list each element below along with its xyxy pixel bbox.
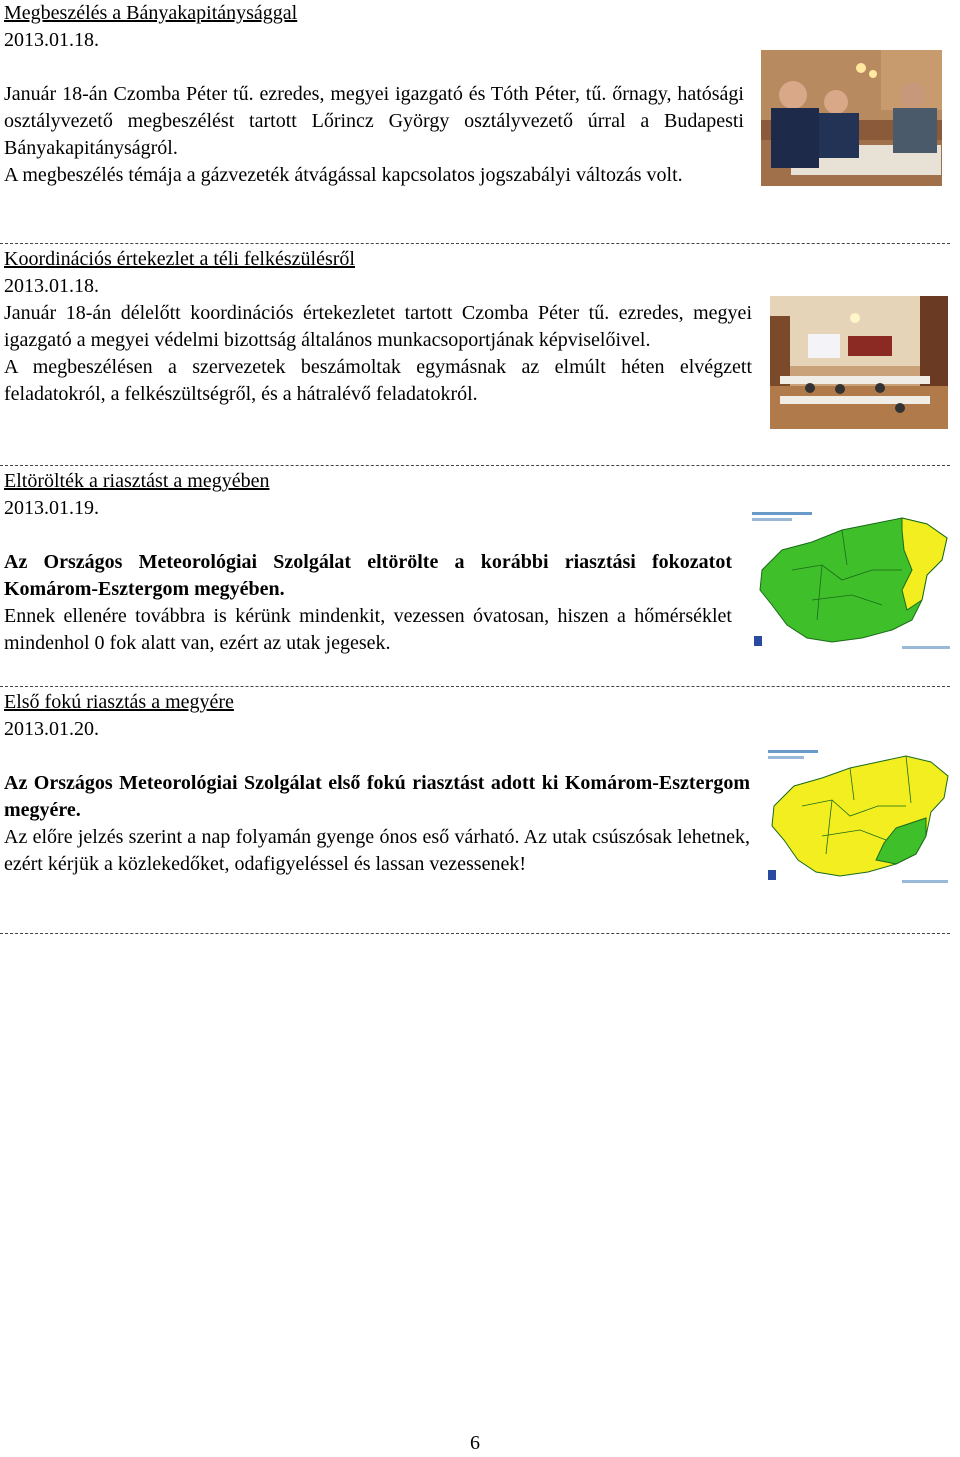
separator-line bbox=[0, 686, 950, 687]
meeting-photo bbox=[761, 50, 942, 186]
section-bold-paragraph: Az Országos Meteorológiai Szolgálat eltörölte a korábbi riasztási fokozatot Komárom-Esztergom megyében. bbox=[4, 551, 732, 600]
page-number: 6 bbox=[470, 1432, 480, 1454]
section-paragraph: Az előre jelzés szerint a nap folyamán gyenge ónos eső várható. Az utak csúszósak lehetnek, ezért kérjük a közlekedőket, odafigyeléssel és lassan vezessenek! bbox=[4, 826, 750, 875]
separator-line bbox=[0, 933, 950, 934]
section-title[interactable]: Első fokú riasztás a megyére bbox=[4, 691, 234, 713]
section-date: 2013.01.19. bbox=[4, 497, 99, 519]
hungary-warning-map-green bbox=[752, 510, 952, 655]
separator-line bbox=[0, 243, 950, 244]
section-paragraph: Január 18-án délelőtt koordinációs értekezletet tartott Czomba Péter tű. ezredes, megyei igazgató a megyei védelmi bizottság általános munkacsoportjának képviselőivel. bbox=[4, 302, 752, 351]
separator-line bbox=[0, 465, 950, 466]
section-title[interactable]: Megbeszélés a Bányakapitánysággal bbox=[4, 2, 298, 24]
section-alert-cancelled bbox=[4, 468, 732, 657]
section-date: 2013.01.20. bbox=[4, 718, 99, 740]
section-meeting bbox=[4, 0, 744, 189]
section-bold-paragraph: Az Országos Meteorológiai Szolgálat első fokú riasztást adott ki Komárom-Esztergom megyére. bbox=[4, 772, 750, 821]
section-paragraph: A megbeszélés témája a gázvezeték átvágással kapcsolatos jogszabályi változás volt. bbox=[4, 164, 683, 186]
hungary-warning-map-yellow bbox=[766, 748, 952, 888]
section-coordination bbox=[4, 246, 752, 408]
section-title[interactable]: Koordinációs értekezlet a téli felkészülésről bbox=[4, 248, 355, 270]
section-date: 2013.01.18. bbox=[4, 275, 99, 297]
section-paragraph: Ennek ellenére továbbra is kérünk mindenkit, vezessen óvatosan, hiszen a hőmérséklet mindenhol 0 fok alatt van, ezért az utak jegesek. bbox=[4, 605, 732, 654]
section-paragraph: Január 18-án Czomba Péter tű. ezredes, megyei igazgató és Tóth Péter, tű. őrnagy, hatósági osztályvezető megbeszélést tartott Lőrincz György osztályvezető úrral a Budapesti Bányakapitányságról. bbox=[4, 83, 744, 159]
section-paragraph: A megbeszélésen a szervezetek beszámoltak egymásnak az elmúlt héten elvégzett feladatokról, a felkészültségről, és a hátralévő feladatokról. bbox=[4, 356, 752, 405]
section-date: 2013.01.18. bbox=[4, 29, 99, 51]
section-first-level-alert bbox=[4, 689, 750, 878]
conference-room-photo bbox=[770, 296, 948, 429]
section-title[interactable]: Eltörölték a riasztást a megyében bbox=[4, 470, 270, 492]
